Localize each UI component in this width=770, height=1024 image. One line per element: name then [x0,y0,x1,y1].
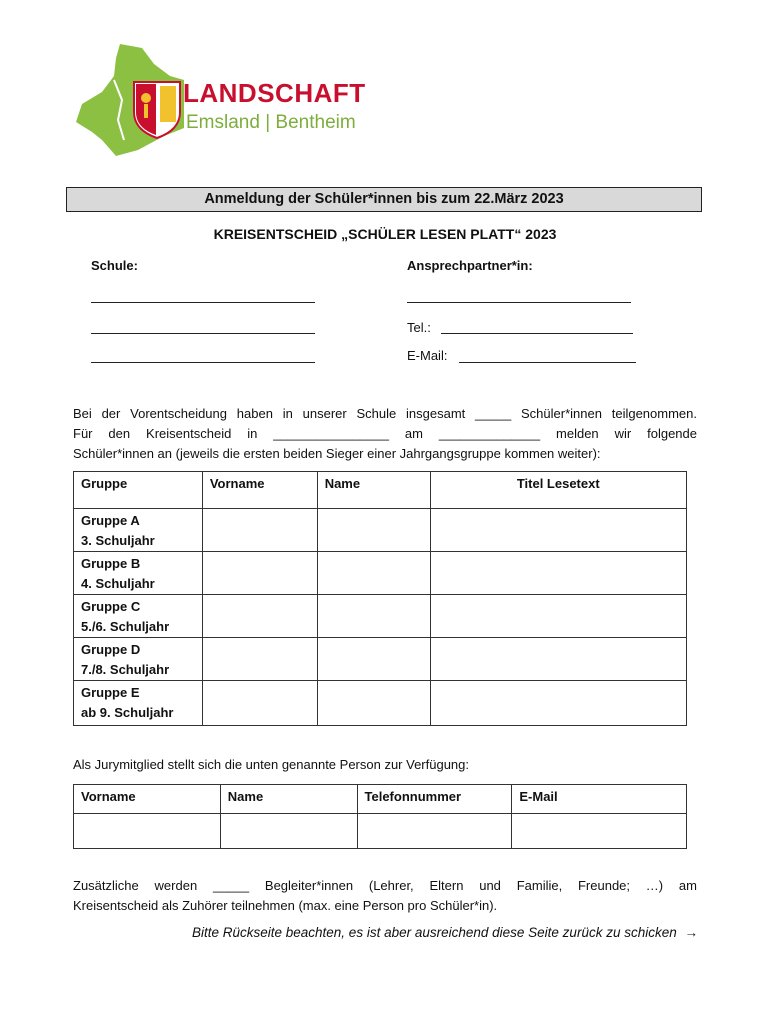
vorname-cell[interactable] [202,509,317,552]
contact-person-label: Ansprechpartner*in: [407,258,533,273]
header-gruppe: Gruppe [74,472,203,509]
table-row [74,638,687,681]
tel-label: Tel.: [407,320,431,335]
table-row [74,681,687,726]
jury-header-email: E-Mail [512,785,687,814]
tel-line[interactable] [441,333,633,334]
vorname-cell[interactable] [202,681,317,726]
group-name: Gruppe C [81,599,141,614]
school-line-2[interactable] [91,333,315,334]
name-cell[interactable] [317,681,430,726]
group-cell [74,638,203,681]
jury-header-vorname: Vorname [74,785,221,814]
footer-note [192,925,698,940]
vorname-cell[interactable] [202,638,317,681]
group-name: Gruppe E [81,685,140,700]
group-name: Gruppe D [81,642,141,657]
contact-person-line[interactable] [407,302,631,303]
name-cell[interactable] [317,552,430,595]
paragraph-line-3: Schüler*innen an (jeweils die ersten beiden Sieger einer Jahrgangsgruppe kommen weiter): [73,446,601,461]
registration-paragraph [73,404,697,464]
group-year: 7./8. Schuljahr [81,662,170,677]
school-line-3[interactable] [91,362,315,363]
companions-line-2: Kreisentscheid als Zuhörer teilnehmen (max. eine Person pro Schüler*in). [73,898,498,913]
paragraph-line-2: Für den Kreisentscheid in ________________ am ______________ melden wir folgende [73,426,697,441]
jury-name-cell[interactable] [220,814,357,849]
name-cell[interactable] [317,595,430,638]
companions-paragraph [73,876,697,916]
group-name: Gruppe B [81,556,141,571]
group-year: 3. Schuljahr [81,533,155,548]
table-row [74,552,687,595]
table-row [74,509,687,552]
jury-vorname-cell[interactable] [74,814,221,849]
titel-cell[interactable] [430,509,687,552]
brand-subtitle: Emsland | Bentheim [186,112,356,133]
footer-note-text: Bitte Rückseite beachten, es ist aber ausreichend diese Seite zurück zu schicken [191,925,677,940]
paragraph-line-1: Bei der Vorentscheidung haben in unserer Schule insgesamt _____ Schüler*innen teilgenommen. [73,406,697,421]
group-cell [74,681,203,726]
email-label: E-Mail: [407,348,448,363]
jury-table [73,784,687,849]
jury-telefon-cell[interactable] [357,814,512,849]
name-cell[interactable] [317,638,430,681]
vorname-cell[interactable] [202,552,317,595]
group-cell [74,595,203,638]
jury-intro: Als Jurymitglied stellt sich die unten genannte Person zur Verfügung: [73,757,470,772]
header-titel-lesetext: Titel Lesetext [430,472,687,509]
jury-header-name: Name [220,785,357,814]
email-line[interactable] [459,362,636,363]
group-cell [74,509,203,552]
name-cell[interactable] [317,509,430,552]
jury-table-header [74,785,687,814]
group-year: 5./6. Schuljahr [81,619,170,634]
students-table-header [74,472,687,509]
arrow-right-icon: → [684,925,698,940]
group-name: Gruppe A [81,513,140,528]
group-year: 4. Schuljahr [81,576,155,591]
page-title: Anmeldung der Schüler*innen bis zum 22.März 2023 [66,187,702,212]
titel-cell[interactable] [430,552,687,595]
titel-cell[interactable] [430,638,687,681]
table-row [74,814,687,849]
companions-line-1: Zusätzliche werden _____ Begleiter*innen (Lehrer, Eltern und Familie, Freunde; …) am [73,878,697,893]
jury-header-telefon: Telefonnummer [357,785,512,814]
titel-cell[interactable] [430,595,687,638]
brand-name: LANDSCHAFT [183,78,366,108]
vorname-cell[interactable] [202,595,317,638]
titel-cell[interactable] [430,681,687,726]
group-year: ab 9. Schuljahr [81,705,174,720]
school-label: Schule: [91,258,138,273]
event-subtitle: KREISENTSCHEID „SCHÜLER LESEN PLATT“ 2023 [213,226,557,242]
school-line-1[interactable] [91,302,315,303]
header-name: Name [317,472,430,509]
students-table [73,471,687,726]
coat-of-arms-icon [134,82,180,138]
table-row [74,595,687,638]
header-vorname: Vorname [202,472,317,509]
group-cell [74,552,203,595]
jury-email-cell[interactable] [512,814,687,849]
